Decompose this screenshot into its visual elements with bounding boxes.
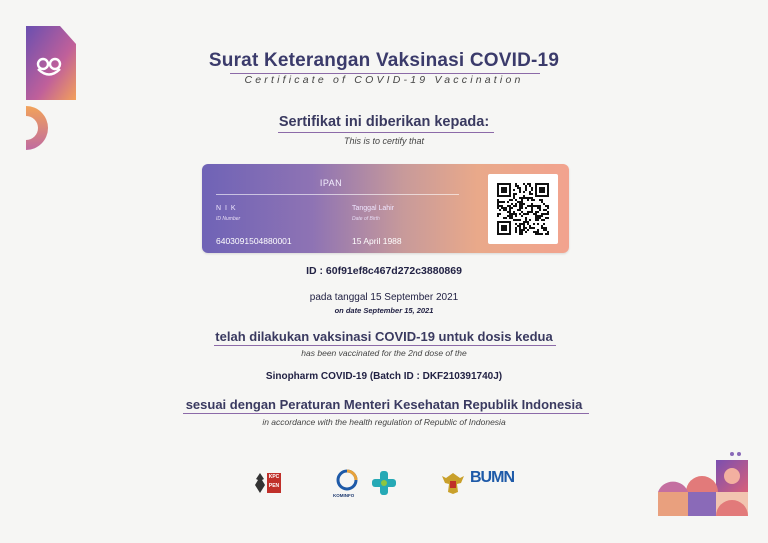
identity-card <box>202 164 569 253</box>
dose-divider <box>214 345 556 346</box>
nik-value: 6403091504880001 <box>216 236 292 246</box>
certificate-id: ID : 60f91ef8c467d272c3880869 <box>306 265 462 277</box>
vaccination-date-en: on date September 15, 2021 <box>334 306 434 315</box>
holder-name: IPAN <box>319 178 343 188</box>
qr-code[interactable] <box>488 174 558 244</box>
kominfo-logo-icon <box>334 469 360 491</box>
vaccine-batch: Sinopharm COVID-19 (Batch ID : DKF210391740J) <box>265 371 503 382</box>
given-to-divider <box>278 132 494 133</box>
nik-label-en: ID Number <box>216 216 241 222</box>
given-to-heading: Sertifikat ini diberikan kepada: <box>278 114 490 130</box>
kominfo-caption: KOMINFO <box>333 493 355 498</box>
bumn-logo: BUMN <box>470 469 514 486</box>
regulation-statement: sesuai dengan Peraturan Menteri Kesehatan Republik Indonesia <box>185 397 583 412</box>
certificate-subtitle: Certificate of COVID-19 Vaccination <box>244 74 524 86</box>
dob-value: 15 April 1988 <box>352 236 402 246</box>
dose-statement-en: has been vaccinated for the 2nd dose of the <box>301 348 467 358</box>
garuda-pancasila-icon <box>440 470 466 496</box>
given-to-heading-en: This is to certify that <box>343 136 425 146</box>
dob-label: Tanggal Lahir <box>352 205 395 212</box>
regulation-statement-en: in accordance with the health regulation of Republic of Indonesia <box>262 417 506 427</box>
nik-label: N I K <box>216 205 237 212</box>
kpcpen-logo: KPC PEN <box>267 473 281 493</box>
dob-label-en: Date of Birth <box>352 216 380 222</box>
dose-statement: telah dilakukan vaksinasi COVID-19 untuk dosis kedua <box>215 329 553 344</box>
certificate-title: Surat Keterangan Vaksinasi COVID-19 <box>208 50 560 71</box>
regulation-divider <box>183 413 589 414</box>
garuda-emblem-icon <box>254 471 266 495</box>
card-divider <box>216 194 459 195</box>
corner-decoration-icon <box>658 448 750 518</box>
vaccination-date: pada tanggal 15 September 2021 <box>309 292 459 303</box>
sponsor-logos <box>254 467 524 503</box>
qr-code-icon <box>497 183 549 235</box>
kemenkes-logo-icon <box>372 471 396 495</box>
